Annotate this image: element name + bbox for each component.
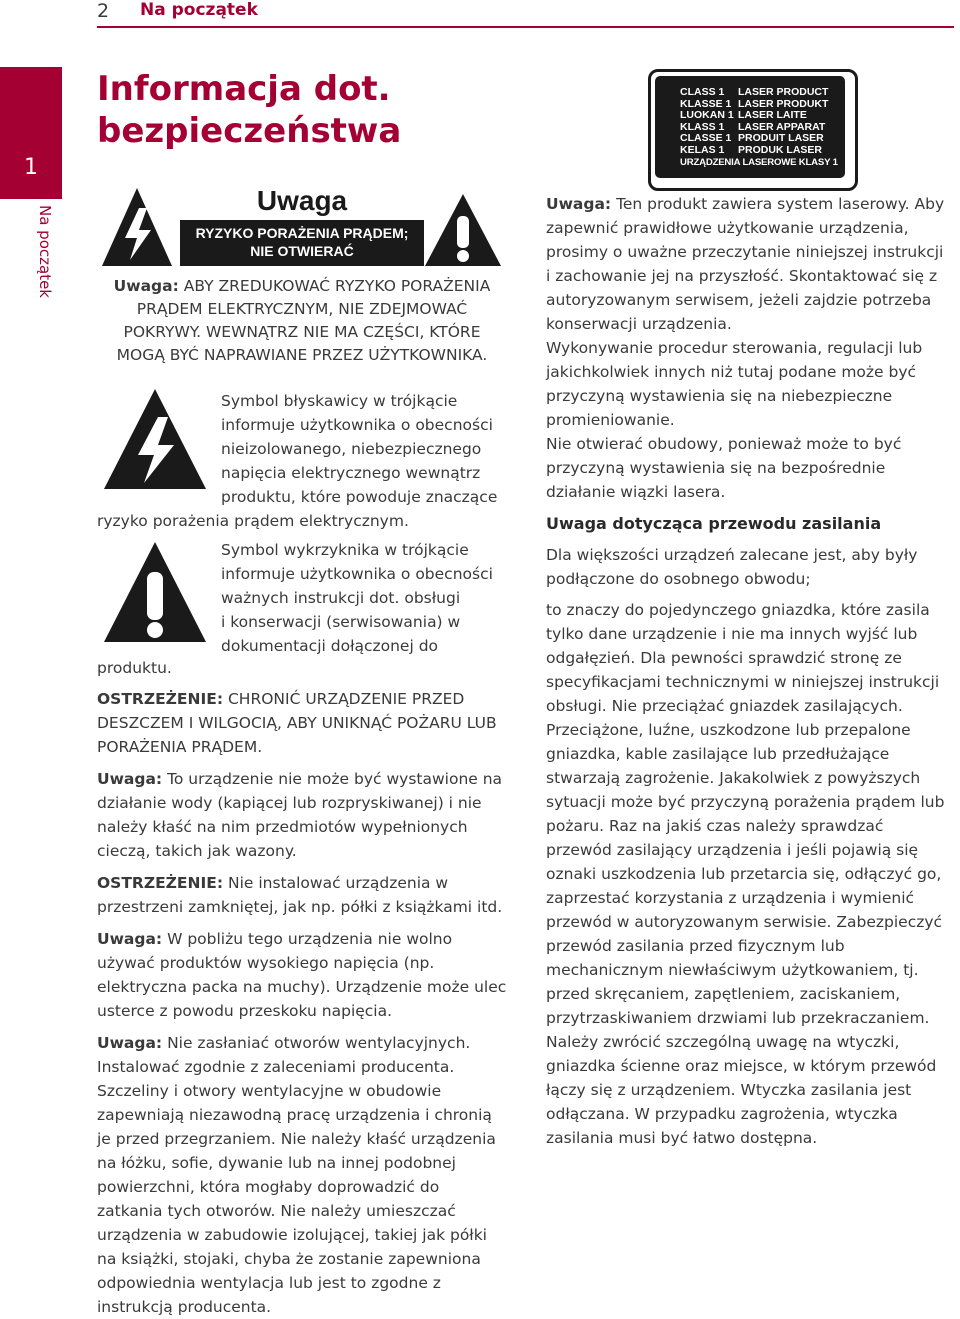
caution-text (100, 275, 504, 367)
caution-heading: Uwaga (256, 185, 348, 216)
lightning-line: nieizolowanego, niebezpiecznego (221, 440, 482, 458)
chapter-label: Na początek (36, 205, 54, 298)
lightning-symbol-tail: ryzyko porażenia prądem elektrycznym. (97, 512, 409, 530)
laser-note-p2: Wykonywanie procedur sterowania, regulacji lub jakichkolwiek innych niż tutaj podane może być przyczyną wystawienia się na niebezpieczne promieniowanie. (546, 339, 923, 429)
exclamation-triangle-icon (100, 538, 210, 648)
exclamation-symbol-text (221, 538, 511, 658)
left-paragraphs (97, 687, 509, 1319)
lightning-symbol-text (221, 389, 511, 509)
paragraph-label: OSTRZEŻENIE: (97, 690, 224, 708)
laser-last-line: URZĄDZENIA LASEROWE KLASY 1 (680, 156, 838, 168)
header-rule (97, 26, 954, 28)
lightning-line: Symbol błyskawicy w trójkącie (221, 392, 458, 410)
paragraph-text: W pobliżu tego urządzenia nie wolno używać produktów wysokiego napięcia (np. elektryczna packa na muchy). Urządzenie może ulec usterce z powodu przeskoku napięcia. (97, 930, 507, 1020)
laser-row: KELAS 1 PRODUK LASER (680, 143, 823, 156)
caution-band-line1: RYZYKO PORAŻENIA PRĄDEM; (195, 225, 409, 241)
paragraph-label: OSTRZEŻENIE: (97, 874, 224, 892)
laser-row: KLASS 1 LASER APPARAT (680, 120, 826, 133)
laser-note-label: Uwaga: (546, 195, 612, 213)
laser-note-text: Ten produkt zawiera system laserowy. Aby zapewnić prawidłowe użytkowanie urządzenia, prosimy o uważne przeczytanie niniejszej instrukcji i zachowanie jej na przyszłość. Skontaktować się z autoryzowanym serwisem, jeżeli zajdzie potrzeba konserwacji urządzenia. (546, 195, 945, 333)
paragraph-label: Uwaga: (97, 1034, 163, 1052)
power-cord-heading: Uwaga dotycząca przewodu zasilania (546, 514, 882, 533)
caution-text-body: ABY ZREDUKOWAĆ RYZYKO PORAŻENIA PRĄDEM ELEKTRYCZNYM, NIE ZDEJMOWAĆ POKRYWY. WEWNĄTRZ NIE MA CZĘŚCI, KTÓRE MOGĄ BYĆ NAPRAWIANE PRZEZ UŻYTKOWNIKA. (116, 277, 491, 364)
power-cord-p2: to znaczy do pojedynczego gniazdka, które zasila tylko dane urządzenie i nie ma innych wyjść lub odgałęzień. Dla pewności sprawdzić stronę ze specyfikacjami technicznymi w niniejszej instrukcji obsługi. Nie przeciążać gniazdek zasilających. Przeciążone, luźne, uszkodzone lub przepalone gniazdka, kable zasilające lub przedłużające stwarzają zagrożenie. Jakakolwiek z powyższych sytuacji może być przyczyną porażenia prądem lub pożaru. Raz na jakiś czas należy sprawdzać przewód zasilający urządzenia i jeśli pojawią się oznaki uszkodzenia lub przetarcia się, odłączyć go, zaprzestać korzystania z urządzenia i wymienić przewód w autoryzowanym serwisie. Zabezpieczyć przewód zasilania przed fizycznym lub mechanicznym niewłaściwym użytkowaniem, tj. przed skręcaniem, zapętleniem, zaciskaniem, przytrzaskiwaniem drzwiami lub przekraczaniem. Należy zwrócić szczególną uwagę na wtyczki, gniazdka ścienne oraz miejsce, w którym przewód łączy się z urządzeniem. Wtyczka zasilania jest odłączana. W przypadku zagrożenia, wtyczka zasilania musi być łatwo dostępna. (546, 601, 945, 1147)
page-number: 2 (97, 0, 110, 22)
page-title: Informacja dot. bezpieczeństwa (97, 69, 402, 151)
warning-paragraph (97, 927, 509, 1023)
warning-paragraph (97, 871, 509, 919)
exclamation-line: ważnych instrukcji dot. obsługi (221, 589, 461, 607)
paragraph-label: Uwaga: (97, 770, 163, 788)
laser-note-p3: Nie otwierać obudowy, ponieważ może to być przyczyną wystawienia się na bezpośrednie działanie wiązki lasera. (546, 435, 902, 501)
warning-paragraph (97, 1031, 509, 1319)
running-header: Na początek (140, 0, 258, 20)
chapter-number: 1 (24, 155, 38, 180)
caution-band-line2: NIE OTWIERAĆ (250, 243, 354, 259)
exclamation-line: dokumentacji dołączonej do (221, 637, 439, 655)
lightning-triangle-icon (100, 385, 210, 495)
laser-row: LUOKAN 1 LASER LAITE (680, 109, 807, 122)
lightning-line: informuje użytkownika o obecności (221, 416, 493, 434)
laser-row: KLASSE 1 LASER PRODUKT (680, 97, 829, 110)
exclamation-line: Symbol wykrzyknika w trójkącie (221, 541, 469, 559)
lightning-line: napięcia elektrycznego wewnątrz (221, 464, 481, 482)
exclamation-warning-icon (425, 194, 501, 266)
paragraph-text: Nie instalować urządzenia w przestrzeni zamkniętej, jak np. półki z książkami itd. (97, 874, 503, 916)
exclamation-line: informuje użytkownika o obecności (221, 565, 493, 583)
right-column (546, 192, 950, 1150)
lightning-line: produktu, które powoduje znaczące (221, 488, 498, 506)
paragraph-text: CHRONIĆ URZĄDZENIE PRZED DESZCZEM I WILGOCIĄ, ABY UNIKNĄĆ POŻARU LUB PORAŻENIA PRĄDEM. (97, 690, 497, 756)
power-cord-p1: Dla większości urządzeń zalecane jest, aby były podłączone do osobnego obwodu; (546, 546, 918, 588)
warning-paragraph (97, 767, 509, 863)
paragraph-text: To urządzenie nie może być wystawione na działanie wody (kapiącej lub rozpryskiwanej) i nie należy kłaść na nim przedmiotów wypełnionych cieczą, takich jak wazony. (97, 770, 503, 860)
lightning-warning-icon (102, 188, 172, 266)
exclamation-symbol-tail: produktu. (97, 659, 172, 677)
laser-note (546, 192, 950, 336)
laser-label-text (680, 87, 840, 168)
caution-band-text (180, 224, 424, 260)
laser-row: CLASS 1 LASER PRODUCT (680, 86, 829, 98)
paragraph-label: Uwaga: (97, 930, 163, 948)
laser-row: CLASSE 1 PRODUIT LASER (680, 132, 824, 145)
warning-paragraph (97, 687, 509, 759)
exclamation-line: i konserwacji (serwisowania) w (221, 613, 461, 631)
caution-text-label: Uwaga: (113, 277, 179, 295)
paragraph-text: Nie zasłaniać otworów wentylacyjnych. Instalować zgodnie z zaleceniami producenta. Szczeliny i otwory wentylacyjne w obudowie zapewniają niezawodną pracę urządzenia i chronią je przed przegrzaniem. Nie należy kłaść urządzenia na łóżku, sofie, dywanie lub na innej podobnej powierzchni, która mogłaby doprowadzić do zatkania tych otworów. Nie należy umieszczać urządzenia w zabudowie izolującej, takiej jak półki na książki, stojaki, chyba że zostanie zapewniona odpowiednia wentylacja lub jest to zgodne z instrukcją producenta. (97, 1034, 496, 1316)
